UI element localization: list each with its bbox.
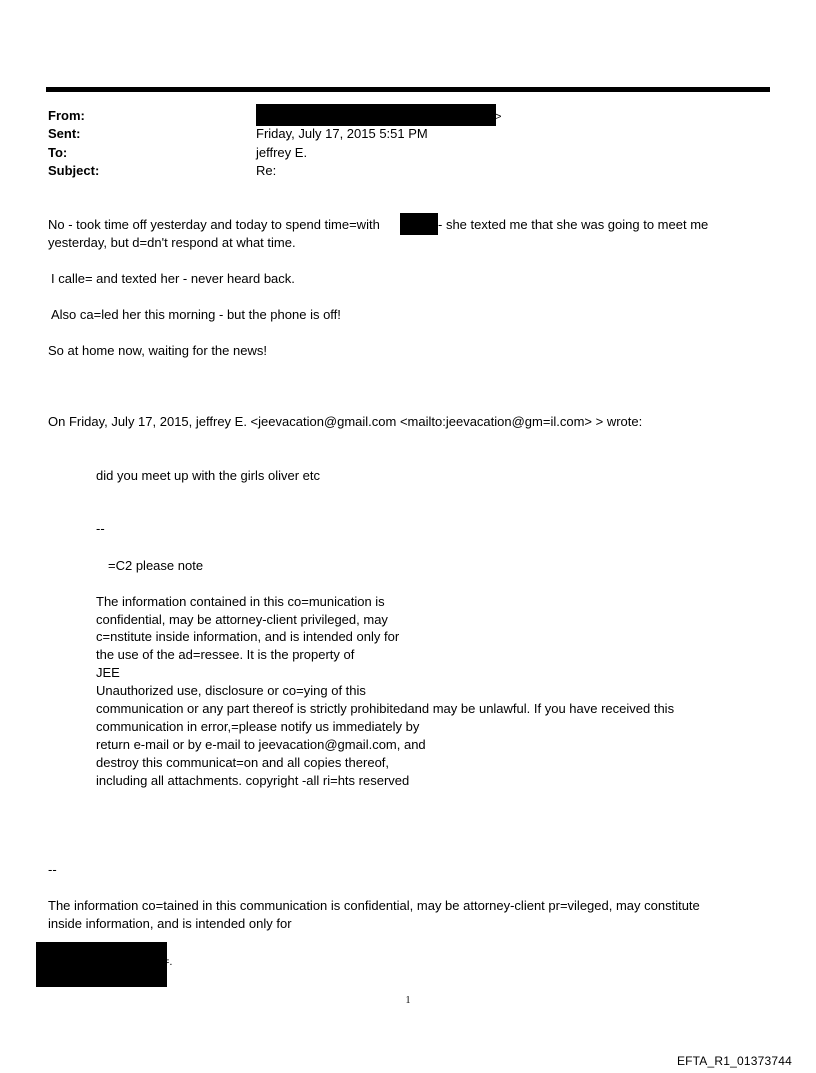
header-rule (46, 87, 770, 92)
disclaimer-line: c=nstitute inside information, and is intended only for (96, 629, 400, 644)
to-label: To: (48, 145, 68, 160)
body-paragraph-4: So at home now, waiting for the news! (48, 343, 267, 358)
quoted-signature-separator: -- (96, 521, 105, 536)
body-paragraph-2: I calle= and texted her - never heard back. (51, 271, 295, 286)
disclaimer-line: destroy this communicat=on and all copies thereof, (96, 755, 390, 770)
subject-label: Subject: (48, 163, 100, 178)
sent-value: Friday, July 17, 2015 5:51 PM (256, 126, 428, 141)
footer-info-line-1: The information co=tained in this communication is confidential, may be attorney-client pr=vileged, may constitute (48, 898, 700, 913)
disclaimer-line: communication in error,=please notify us immediately by (96, 719, 420, 734)
body-paragraph-3: Also ca=led her this morning - but the phone is off! (51, 307, 341, 322)
quoted-message: did you meet up with the girls oliver etc (96, 468, 320, 483)
disclaimer-line: confidential, may be attorney-client privileged, may (96, 612, 388, 627)
body-line-2: yesterday, but d=dn't respond at what time. (48, 235, 296, 250)
quoted-note: =C2 please note (108, 558, 204, 573)
disclaimer-line: Unauthorized use, disclosure or co=ying of this (96, 683, 366, 698)
disclaimer-line: communication or any part thereof is strictly prohibitedand may be unlawful. If you have received this (96, 701, 675, 716)
name-redaction (400, 213, 438, 235)
body-line-1a: No - took time off yesterday and today to spend time=with (48, 217, 380, 232)
body-line-1b: - she texted me that she was going to meet me (438, 217, 709, 232)
from-value-suffix: > (495, 111, 502, 123)
disclaimer-line: including all attachments. copyright -all ri=hts reserved (96, 773, 410, 788)
page-number: 1 (405, 995, 411, 1006)
sent-label: Sent: (48, 126, 81, 141)
from-label: From: (48, 108, 85, 123)
footer-separator: -- (48, 862, 57, 877)
from-redaction (256, 104, 496, 126)
bates-number: EFTA_R1_01373744 (676, 1054, 792, 1068)
to-value: jeffrey E. (256, 145, 308, 160)
quote-intro: On Friday, July 17, 2015, jeffrey E. <jeevacation@gmail.com <mailto:jeevacation@gm=il.com> > wrote: (48, 414, 643, 429)
footer-info-line-2: inside information, and is intended only for (48, 916, 292, 931)
disclaimer-line: JEE (96, 665, 120, 680)
footer-trailing-fragment: =. (163, 956, 173, 968)
disclaimer-line: the use of the ad=ressee. It is the property of (96, 647, 355, 662)
disclaimer-line: return e-mail or by e-mail to jeevacation@gmail.com, and (96, 737, 426, 752)
disclaimer-line: The information contained in this co=munication is (96, 594, 385, 609)
footer-redaction (36, 942, 167, 987)
subject-value: Re: (256, 163, 277, 178)
